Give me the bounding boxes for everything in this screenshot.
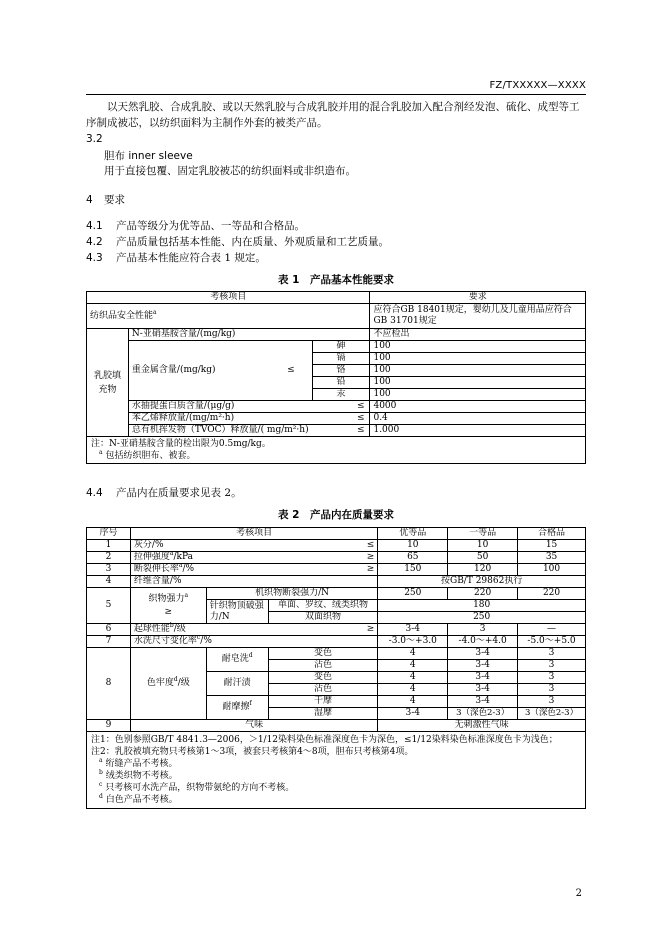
table2-value: 100 xyxy=(518,564,586,576)
table2 xyxy=(86,527,586,809)
table2-value: 3-4 xyxy=(448,684,518,696)
table2-head-grade1: 优等品 xyxy=(378,528,448,540)
table1-safety-req: 应符合GB 18401规定，婴幼儿及儿童用品应符合GB 31701规定 xyxy=(370,304,586,329)
doc-code: FZ/TXXXXX—XXXX xyxy=(489,80,586,91)
table2-row-no: 3 xyxy=(87,564,131,576)
table1-metal-name: 镉 xyxy=(312,353,370,365)
table2-sym: ≥ xyxy=(364,552,378,564)
page-number: 2 xyxy=(575,888,582,899)
table2-note2: 注2：乳胶被填充物只考核第1～3项，被套只考核第4～8项，胆布只考核第4项。 xyxy=(91,747,414,757)
table2-sub-label: 变色 xyxy=(268,672,378,684)
section-3-2-definition: 用于直接包覆、固定乳胶被芯的纺织面料或非织造布。 xyxy=(104,165,356,177)
item-text: 产品质量包括基本性能、内在质量、外观质量和工艺质量。 xyxy=(116,236,390,248)
table2-value: 3 xyxy=(518,696,586,708)
table1-head-req: 要求 xyxy=(370,292,586,304)
table2-fiber-value: 按GB/T 29862执行 xyxy=(378,576,586,588)
table2-notes xyxy=(87,732,586,809)
table2-value: 3 xyxy=(518,660,586,672)
table1-nitrosamine-req: 不应检出 xyxy=(370,329,586,341)
table1-metal-name: 铬 xyxy=(312,365,370,377)
table2-value: 220 xyxy=(448,588,518,600)
table2-fiber-label: 纤维含量/% xyxy=(130,576,377,588)
table2-row-no: 1 xyxy=(87,540,131,552)
table1-group-label: 乳胶填充物 xyxy=(87,329,129,437)
table2-shrink-label: 水洗尺寸变化率$^c$/% xyxy=(130,636,377,648)
table2-soap-label: 耐皂洗$^d$ xyxy=(206,648,268,672)
table2-row-no: 8 xyxy=(87,648,131,720)
table2-fn-b: $^b$ 绒类织物不考核。 xyxy=(99,769,178,781)
table2-value: 10 xyxy=(448,540,518,552)
table2-value: -5.0～+5.0 xyxy=(518,636,586,648)
table2-value: 65 xyxy=(378,552,448,564)
item-text: 产品等级分为优等品、一等品和合格品。 xyxy=(116,220,306,232)
table2-value: 3 xyxy=(518,684,586,696)
table1-protein-sym: ≤ xyxy=(352,401,370,413)
table2-row-no: 7 xyxy=(87,636,131,648)
section-4-2 xyxy=(86,234,389,250)
table1-metal-value: 100 xyxy=(370,353,586,365)
table2-value: 15 xyxy=(518,540,586,552)
table2-head-item: 考核项目 xyxy=(130,528,377,540)
table2-sym: ≥ xyxy=(364,624,378,636)
table2-elongation-label: 断裂伸长率$^a$/% xyxy=(130,564,363,576)
table2-row-no: 6 xyxy=(87,624,131,636)
section-4-3 xyxy=(86,250,266,266)
table2-head-no: 序号 xyxy=(87,528,131,540)
table2-value: 3-4 xyxy=(448,660,518,672)
table1-metal-value: 100 xyxy=(370,389,586,401)
table2-value: 3（深色2-3） xyxy=(518,708,586,720)
table2-rub-label: 耐摩擦$^f$ xyxy=(206,696,268,720)
table1-tvoc-value: 1.000 xyxy=(370,425,586,437)
table2-sub-label: 沾色 xyxy=(268,684,378,696)
table2-value: 4 xyxy=(378,660,448,672)
table2-head-grade2: 一等品 xyxy=(448,528,518,540)
table2-knit-single: 单面、罗纹、绒类织物 xyxy=(268,600,378,612)
table2-value: 3-4 xyxy=(448,696,518,708)
table2-value: 3 xyxy=(518,648,586,660)
table2-value: 4 xyxy=(378,684,448,696)
table2-value: 250 xyxy=(378,588,448,600)
table2-sub-label: 湿摩 xyxy=(268,708,378,720)
section-4-number: 4 xyxy=(86,194,93,206)
intro-paragraph: 以天然乳胶、合成乳胶、或以天然乳胶与合成乳胶并用的混合乳胶加入配合剂经发泡、硫化、成型等工序制成被芯，以纺织面料为主制作外套的被类产品。 xyxy=(86,101,580,129)
table1-tvoc-label: 总有机挥发物（TVOC）释放量/( mg/m²·h) xyxy=(128,425,352,437)
table1-metal-value: 100 xyxy=(370,377,586,389)
table1-safety-label: 纺织品安全性能$^a$ xyxy=(87,304,370,329)
table1-metal-value: 100 xyxy=(370,365,586,377)
table2-value: -4.0～+4.0 xyxy=(448,636,518,648)
table1-heavy-metal-label: 重金属含量/(mg/kg) xyxy=(128,341,270,401)
table2-value: 3-4 xyxy=(448,672,518,684)
table2-row-no: 5 xyxy=(87,588,131,624)
table2-value: 3 xyxy=(518,672,586,684)
table2-sym: ≤ xyxy=(364,540,378,552)
table2-sweat-label: 耐汗渍 xyxy=(206,672,268,696)
table1 xyxy=(86,291,586,464)
table2-value: 50 xyxy=(448,552,518,564)
section-3-2-term: 胆布 inner sleeve xyxy=(104,150,193,162)
table2-value: 120 xyxy=(448,564,518,576)
table2-caption: 表 2 产品内在质量要求 xyxy=(278,509,394,521)
table1-protein-label: 水抽提蛋白质含量/(μg/g) xyxy=(128,401,352,413)
table2-odor-value: 无刺激性气味 xyxy=(378,720,586,732)
table1-metal-value: 100 xyxy=(370,341,586,353)
table2-value: 3（深色2-3） xyxy=(448,708,518,720)
table2-head-grade3: 合格品 xyxy=(518,528,586,540)
table2-value: 220 xyxy=(518,588,586,600)
table1-styrene-value: 0.4 xyxy=(370,413,586,425)
table1-note-a: $^a$ 包括纺织胆布、被套。 xyxy=(99,449,196,461)
table2-pilling-label: 起球性能$^b$/级 xyxy=(130,624,363,636)
item-number: 4.2 xyxy=(86,236,103,248)
table2-fn-d: $^d$ 白色产品不考核。 xyxy=(99,793,178,805)
table2-value: 4 xyxy=(378,672,448,684)
table2-value: 4 xyxy=(378,648,448,660)
table2-value: 150 xyxy=(378,564,448,576)
table2-sub-label: 沾色 xyxy=(268,660,378,672)
table2-sub-label: 变色 xyxy=(268,648,378,660)
header-rule xyxy=(86,94,586,95)
table2-row-no: 9 xyxy=(87,720,131,732)
table2-value: 3-4 xyxy=(378,708,448,720)
table1-metal-name: 铅 xyxy=(312,377,370,389)
table1-caption: 表 1 产品基本性能要求 xyxy=(278,274,394,286)
table2-value: -3.0～+3.0 xyxy=(378,636,448,648)
table2-ash-label: 灰分/% xyxy=(130,540,363,552)
table2-value: 35 xyxy=(518,552,586,564)
table2-value: — xyxy=(518,624,586,636)
table1-nitrosamine-label: N-亚硝基胺含量/(mg/kg) xyxy=(128,329,370,341)
table2-note1: 注1：色别参照GB/T 4841.3—2006，＞1/12染料染色标准深度色卡为深色，≤1/12染料染色标准深度色卡为浅色； xyxy=(91,735,558,745)
table2-value: 3-4 xyxy=(378,624,448,636)
table2-value: 4 xyxy=(378,696,448,708)
table1-head-item: 考核项目 xyxy=(87,292,370,304)
section-4-1 xyxy=(86,218,305,234)
table1-metal-name: 汞 xyxy=(312,389,370,401)
table2-strength-label: 织物强力$^a$ ≥ xyxy=(130,588,206,624)
table1-heavy-metal-sym: ≤ xyxy=(270,341,312,401)
table2-odor-label: 气味 xyxy=(130,720,377,732)
table2-value: 250 xyxy=(378,612,586,624)
table2-woven-label: 机织物断裂强力/N xyxy=(206,588,378,600)
section-3-2-number: 3.2 xyxy=(86,133,103,145)
table2-fn-c: $^c$ 只考核可水洗产品，织物带氨纶的方向不考核。 xyxy=(99,781,295,793)
table2-sym: ≥ xyxy=(364,564,378,576)
table2-tensile-label: 拉伸强度$^a$/kPa xyxy=(130,552,363,564)
table2-value: 3-4 xyxy=(448,648,518,660)
table2-fn-a: $^a$ 绗缝产品不考核。 xyxy=(99,757,178,769)
section-4-4 xyxy=(86,485,242,501)
table2-value: 180 xyxy=(378,600,586,612)
table1-metal-name: 砷 xyxy=(312,341,370,353)
item-number: 4.1 xyxy=(86,220,103,232)
section-4-heading xyxy=(86,192,125,207)
table2-row-no: 4 xyxy=(87,576,131,588)
table1-protein-value: 4000 xyxy=(370,401,586,413)
table1-styrene-sym: ≤ xyxy=(352,413,370,425)
table2-row-no: 2 xyxy=(87,552,131,564)
table2-value: 3 xyxy=(448,624,518,636)
item-number: 4.3 xyxy=(86,252,103,264)
item-text: 产品内在质量要求见表 2。 xyxy=(116,487,242,499)
table1-note1: 注：N-亚硝基胺含量的检出限为0.5mg/kg。 xyxy=(91,439,271,449)
section-4-title: 要求 xyxy=(104,194,126,206)
table2-knit-label: 针织物顶破强力/N xyxy=(206,600,268,624)
table2-value: 10 xyxy=(378,540,448,552)
table2-colorfast-label: 色牢度$^d$/级 xyxy=(130,648,206,720)
table2-sub-label: 干摩 xyxy=(268,696,378,708)
table1-notes xyxy=(87,437,586,464)
table1-styrene-label: 苯乙烯释放量/(mg/m²·h) xyxy=(128,413,352,425)
table2-knit-double: 双面织物 xyxy=(268,612,378,624)
table1-tvoc-sym: ≤ xyxy=(352,425,370,437)
item-text: 产品基本性能应符合表 1 规定。 xyxy=(116,252,266,264)
item-number: 4.4 xyxy=(86,487,103,499)
